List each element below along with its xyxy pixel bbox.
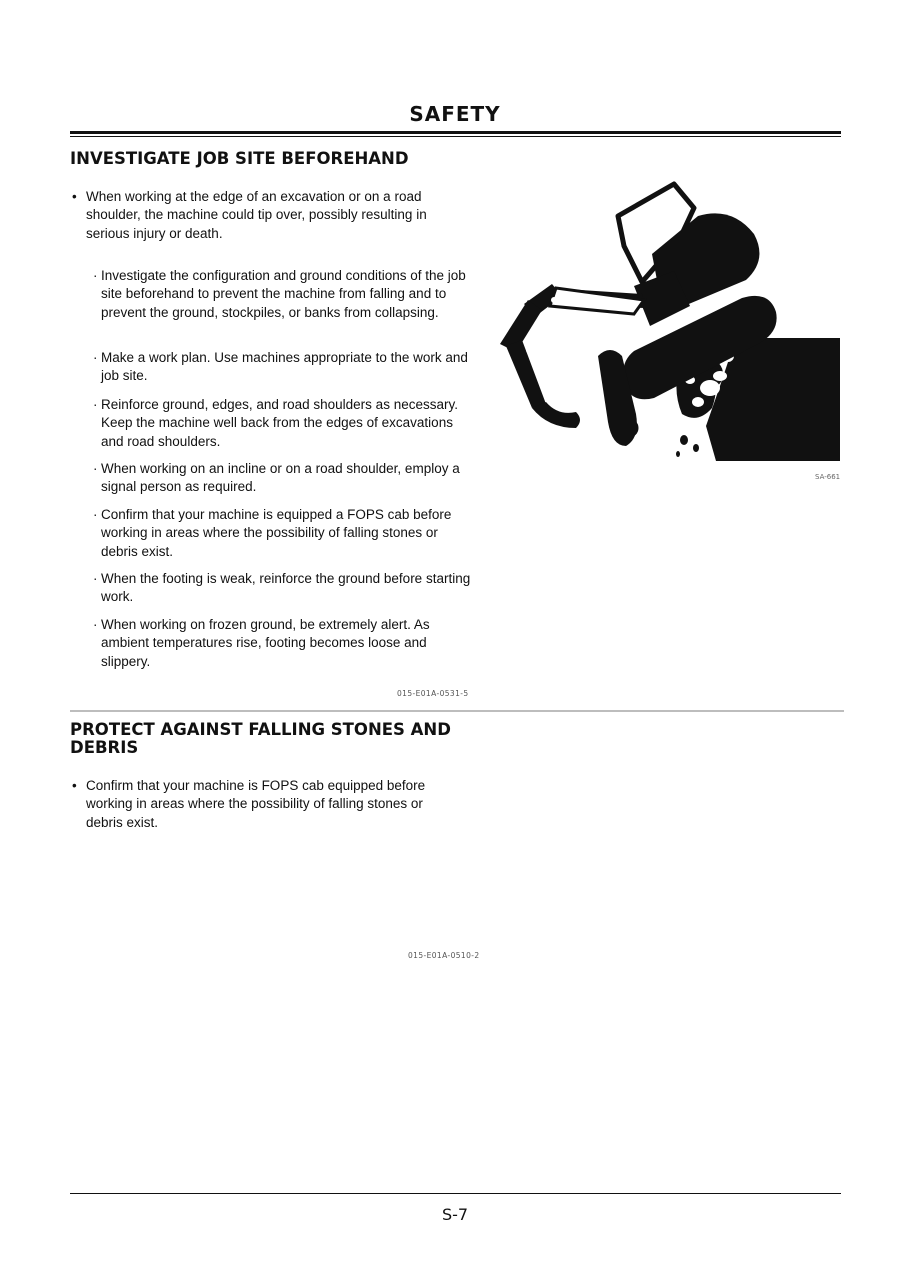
header-rule-thin: [70, 136, 841, 137]
section-heading: INVESTIGATE JOB SITE BEFOREHAND: [70, 149, 409, 168]
warning-bullet: [72, 188, 472, 243]
list-item-text: Reinforce ground, edges, and road shoulders as necessary. Keep the machine well back from the edges of excavations and road shoulders.: [101, 397, 458, 449]
list-item: · When working on frozen ground, be extremely alert. As ambient temperatures rise, footing becomes loose and slippery.: [93, 617, 430, 669]
bullet-text: Confirm that your machine is FOPS cab equipped before working in areas where the possibility of falling stones or debris exist.: [86, 778, 426, 830]
list-item: · When working on an incline or on a road shoulder, employ a signal person as required.: [93, 461, 460, 495]
bullet-dot-icon: •: [72, 778, 77, 793]
excavator-at-edge-illustration: [484, 176, 844, 476]
reference-code: 015-E01A-0510-2: [408, 951, 480, 960]
section-heading: PROTECT AGAINST FALLING STONES AND DEBRIS: [70, 720, 451, 757]
bullet-text: When working at the edge of an excavation or on a road shoulder, the machine could tip over, possibly resulting in serious injury or death.: [86, 189, 427, 241]
reference-code: 015-E01A-0531-5: [397, 689, 469, 698]
header-rule-thick: [70, 131, 841, 134]
list-item: · When the footing is weak, reinforce the ground before starting work.: [93, 571, 471, 605]
list-item: · Confirm that your machine is equipped a FOPS cab before working in areas where the possibility of falling stones or debris exist.: [93, 507, 452, 559]
list-item-text: Investigate the configuration and ground conditions of the job site beforehand to prevent the machine from falling and to prevent the ground, stockpiles, or banks from collapsing.: [101, 268, 466, 320]
list-item: · Make a work plan. Use machines appropriate to the work and job site.: [93, 350, 468, 384]
list-item-text: Make a work plan. Use machines appropriate to the work and job site.: [101, 350, 468, 384]
list-item-text: Confirm that your machine is equipped a FOPS cab before working in areas where the possibility of falling stones or debris exist.: [101, 507, 452, 559]
section-divider: [70, 710, 844, 712]
list-item-text: When working on frozen ground, be extremely alert. As ambient temperatures rise, footing becomes loose and slippery.: [101, 617, 430, 669]
list-item: · Investigate the configuration and ground conditions of the job site beforehand to prevent the machine from falling and to prevent the ground, stockpiles, or banks from collapsing.: [93, 268, 466, 320]
list-item: · Reinforce ground, edges, and road shoulders as necessary. Keep the machine well back from the edges of excavations and road shoulders.: [93, 397, 458, 449]
warning-bullet: [72, 777, 462, 832]
figure-code: SA-661: [815, 473, 841, 481]
bullet-dot-icon: •: [72, 189, 77, 204]
list-item-text: When the footing is weak, reinforce the ground before starting work.: [101, 571, 471, 605]
page-number: S-7: [441, 1205, 469, 1224]
page-title: SAFETY: [409, 102, 501, 126]
footer-rule: [70, 1193, 841, 1194]
list-item-text: When working on an incline or on a road shoulder, employ a signal person as required.: [101, 461, 460, 495]
